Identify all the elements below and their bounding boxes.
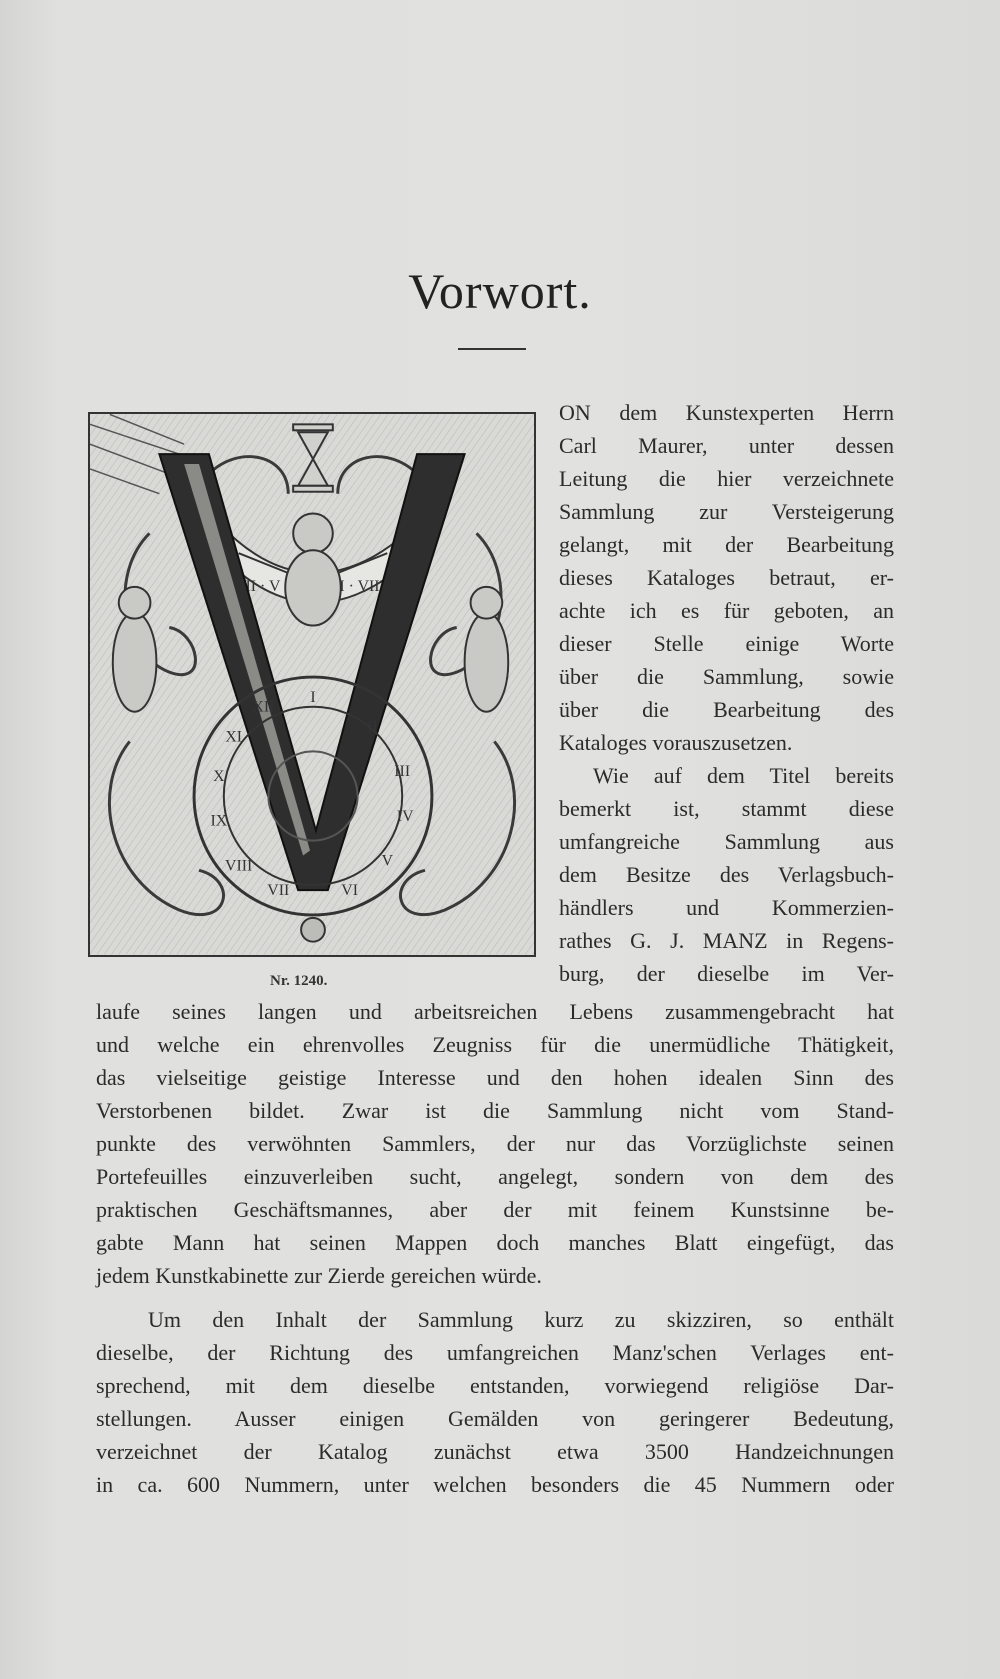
svg-text:VI: VI xyxy=(341,882,359,900)
text-line: in ca. 600 Nummern, unter welchen besonders die 45 Nummern oder xyxy=(96,1472,894,1497)
text-line: Verstorbenen bildet. Zwar ist die Sammlung nicht vom Stand- xyxy=(96,1098,894,1123)
text-line: dieselbe, der Richtung des umfangreichen Manz'schen Verlages ent- xyxy=(96,1340,894,1365)
svg-text:IX: IX xyxy=(210,812,228,830)
text-line: das vielseitige geistige Interesse und den hohen idealen Sinn des xyxy=(96,1065,894,1090)
svg-text:II: II xyxy=(367,718,378,736)
text-line: Leitung die hier verzeichnete xyxy=(559,466,894,491)
svg-text:IV: IV xyxy=(396,807,414,825)
figure-caption: Nr. 1240. xyxy=(270,973,328,989)
text-line: dem Besitze des Verlagsbuch- xyxy=(559,862,894,887)
text-line: laufe seines langen und arbeitsreichen Lebens zusammengebracht hat xyxy=(96,999,894,1024)
text-line: händlers und Kommerzien- xyxy=(559,895,894,920)
text-line: dieses Kataloges betraut, er- xyxy=(559,565,894,590)
title-divider xyxy=(458,348,526,350)
text-line: Um den Inhalt der Sammlung kurz zu skizziren, so enthält xyxy=(148,1307,894,1332)
decorated-initial-illustration xyxy=(88,412,536,957)
text-line: bemerkt ist, stammt diese xyxy=(559,796,894,821)
text-line: Sammlung zur Versteigerung xyxy=(559,499,894,524)
text-line: dieser Stelle einige Worte xyxy=(559,631,894,656)
svg-text:II · IIII · V · VI · VII · VII: · V · VIII xyxy=(260,577,385,595)
text-line: über die Bearbeitung des xyxy=(559,697,894,722)
ornament-initial-v-icon xyxy=(90,414,534,955)
text-line: Portefeuilles einzuverleiben sucht, angelegt, sondern von dem des xyxy=(96,1164,894,1189)
text-line: verzeichnet der Katalog zunächst etwa 3500 Handzeichnungen xyxy=(96,1439,894,1464)
text-line: achte ich es für geboten, an xyxy=(559,598,894,623)
text-line: rathes G. J. MANZ in Regens- xyxy=(559,928,894,953)
text-line: burg, der dieselbe im Ver- xyxy=(559,961,894,986)
svg-text:V: V xyxy=(381,852,394,870)
svg-text:XII: XII xyxy=(252,698,275,716)
svg-text:XI: XI xyxy=(225,728,243,746)
text-line: punkte des verwöhnten Sammlers, der nur das Vorzüglichste seinen xyxy=(96,1131,894,1156)
svg-text:III: III xyxy=(394,763,411,781)
svg-text:VIII: VIII xyxy=(225,857,253,875)
svg-text:I: I xyxy=(310,688,316,706)
text-line: Carl Maurer, unter dessen xyxy=(559,433,894,458)
text-line: Wie auf dem Titel bereits xyxy=(593,763,894,788)
text-line: gelangt, mit der Bearbeitung xyxy=(559,532,894,557)
page-title: Vorwort. xyxy=(408,263,592,319)
text-line: stellungen. Ausser einigen Gemälden von geringerer Bedeutung, xyxy=(96,1406,894,1431)
text-line: sprechend, mit dem dieselbe entstanden, vorwiegend religiöse Dar- xyxy=(96,1373,894,1398)
text-line: praktischen Geschäftsmannes, aber der mit feinem Kunstsinne be- xyxy=(96,1197,894,1222)
text-line: jedem Kunstkabinette zur Zierde gereichen würde. xyxy=(96,1263,542,1288)
text-line: über die Sammlung, sowie xyxy=(559,664,894,689)
svg-text:X: X xyxy=(213,768,225,786)
text-line: Kataloges vorauszusetzen. xyxy=(559,730,793,755)
text-line: und welche ein ehrenvolles Zeugniss für die unermüdliche Thätigkeit, xyxy=(96,1032,894,1057)
svg-text:VII: VII xyxy=(267,882,290,900)
text-line: umfangreiche Sammlung aus xyxy=(559,829,894,854)
text-line: gabte Mann hat seinen Mappen doch manches Blatt eingefügt, das xyxy=(96,1230,894,1255)
text-line: ON dem Kunstexperten Herrn xyxy=(559,400,894,425)
